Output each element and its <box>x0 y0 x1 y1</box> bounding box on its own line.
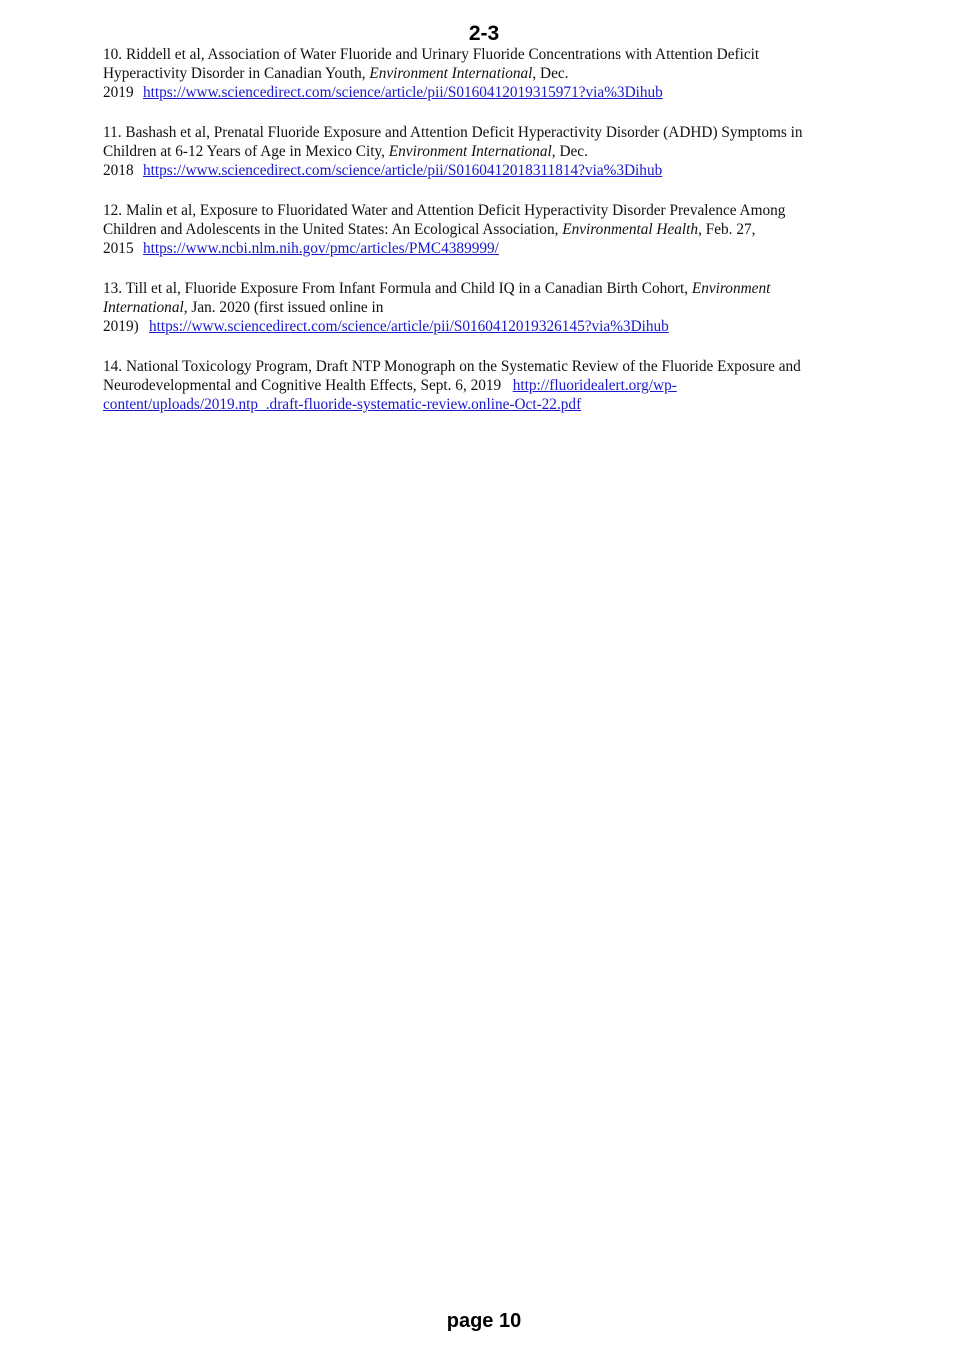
reference-citation-text: Hyperactivity Disorder in Canadian Youth, <box>103 65 370 82</box>
reference-link-line <box>103 83 863 102</box>
reference-year: 2018 <box>103 162 134 179</box>
reference-item-10 <box>103 45 863 102</box>
reference-citation-line <box>103 298 863 317</box>
reference-citation-text: Children at 6-12 Years of Age in Mexico City, <box>103 143 389 160</box>
reference-citation-line <box>103 220 863 239</box>
reference-link-line <box>103 317 863 336</box>
reference-citation-line <box>103 376 863 395</box>
reference-journal: Environment International <box>369 65 533 82</box>
reference-citation-line <box>103 142 863 161</box>
section-marker: 2-3 <box>468 22 500 45</box>
reference-item-12 <box>103 201 863 258</box>
reference-year: 2019 <box>103 84 134 101</box>
reference-title-line: 14. National Toxicology Program, Draft NTP Monograph on the Systematic Review of the Fluoride Exposure and <box>103 358 801 375</box>
reference-title-line <box>103 279 863 298</box>
page-number: page 10 <box>446 1310 522 1332</box>
reference-journal: International <box>103 299 184 316</box>
reference-year: 2015 <box>103 240 134 257</box>
reference-journal: Environment <box>691 280 771 297</box>
reference-date: , Jan. 2020 (first issued online in <box>183 299 384 316</box>
reference-link[interactable]: https://www.ncbi.nlm.nih.gov/pmc/articles/PMC4389999/ <box>143 240 499 257</box>
reference-year: 2019) <box>103 318 139 335</box>
reference-date: , Dec. <box>532 65 569 82</box>
reference-date: , Feb. 27, <box>698 221 756 238</box>
reference-journal: Environment International <box>388 143 552 160</box>
reference-citation-line <box>103 64 863 83</box>
reference-title-line: 10. Riddell et al, Association of Water Fluoride and Urinary Fluoride Concentrations with Attention Deficit <box>103 46 760 63</box>
reference-citation-text: Children and Adolescents in the United States: An Ecological Association, <box>103 221 563 238</box>
reference-link[interactable]: https://www.sciencedirect.com/science/article/pii/S0160412019326145?via%3Dihub <box>149 318 669 335</box>
reference-item-14 <box>103 357 863 414</box>
reference-title-line: 12. Malin et al, Exposure to Fluoridated Water and Attention Deficit Hyperactivity Disorder Prevalence Among <box>103 202 786 219</box>
reference-journal: Environmental Health <box>562 221 699 238</box>
reference-link-line <box>103 239 863 258</box>
reference-list <box>103 45 863 435</box>
reference-title-line: 11. Bashash et al, Prenatal Fluoride Exposure and Attention Deficit Hyperactivity Disorder (ADHD) Symptoms in <box>103 124 803 141</box>
reference-link-line <box>103 395 863 414</box>
reference-title-text: 13. Till et al, Fluoride Exposure From Infant Formula and Child IQ in a Canadian Birth Cohort, <box>103 280 692 297</box>
reference-item-11 <box>103 123 863 180</box>
reference-link[interactable]: http://fluoridealert.org/wp- <box>512 377 677 394</box>
reference-link[interactable]: https://www.sciencedirect.com/science/article/pii/S0160412019315971?via%3Dihub <box>143 84 663 101</box>
reference-link-line <box>103 161 863 180</box>
reference-link[interactable]: https://www.sciencedirect.com/science/article/pii/S0160412018311814?via%3Dihub <box>143 162 663 179</box>
reference-link-continuation[interactable]: content/uploads/2019.ntp_.draft-fluoride-systematic-review.online-Oct-22.pdf <box>103 396 582 413</box>
reference-item-13 <box>103 279 863 336</box>
reference-citation-text: Neurodevelopmental and Cognitive Health Effects, Sept. 6, 2019 <box>103 377 502 394</box>
reference-date: , Dec. <box>551 143 588 160</box>
